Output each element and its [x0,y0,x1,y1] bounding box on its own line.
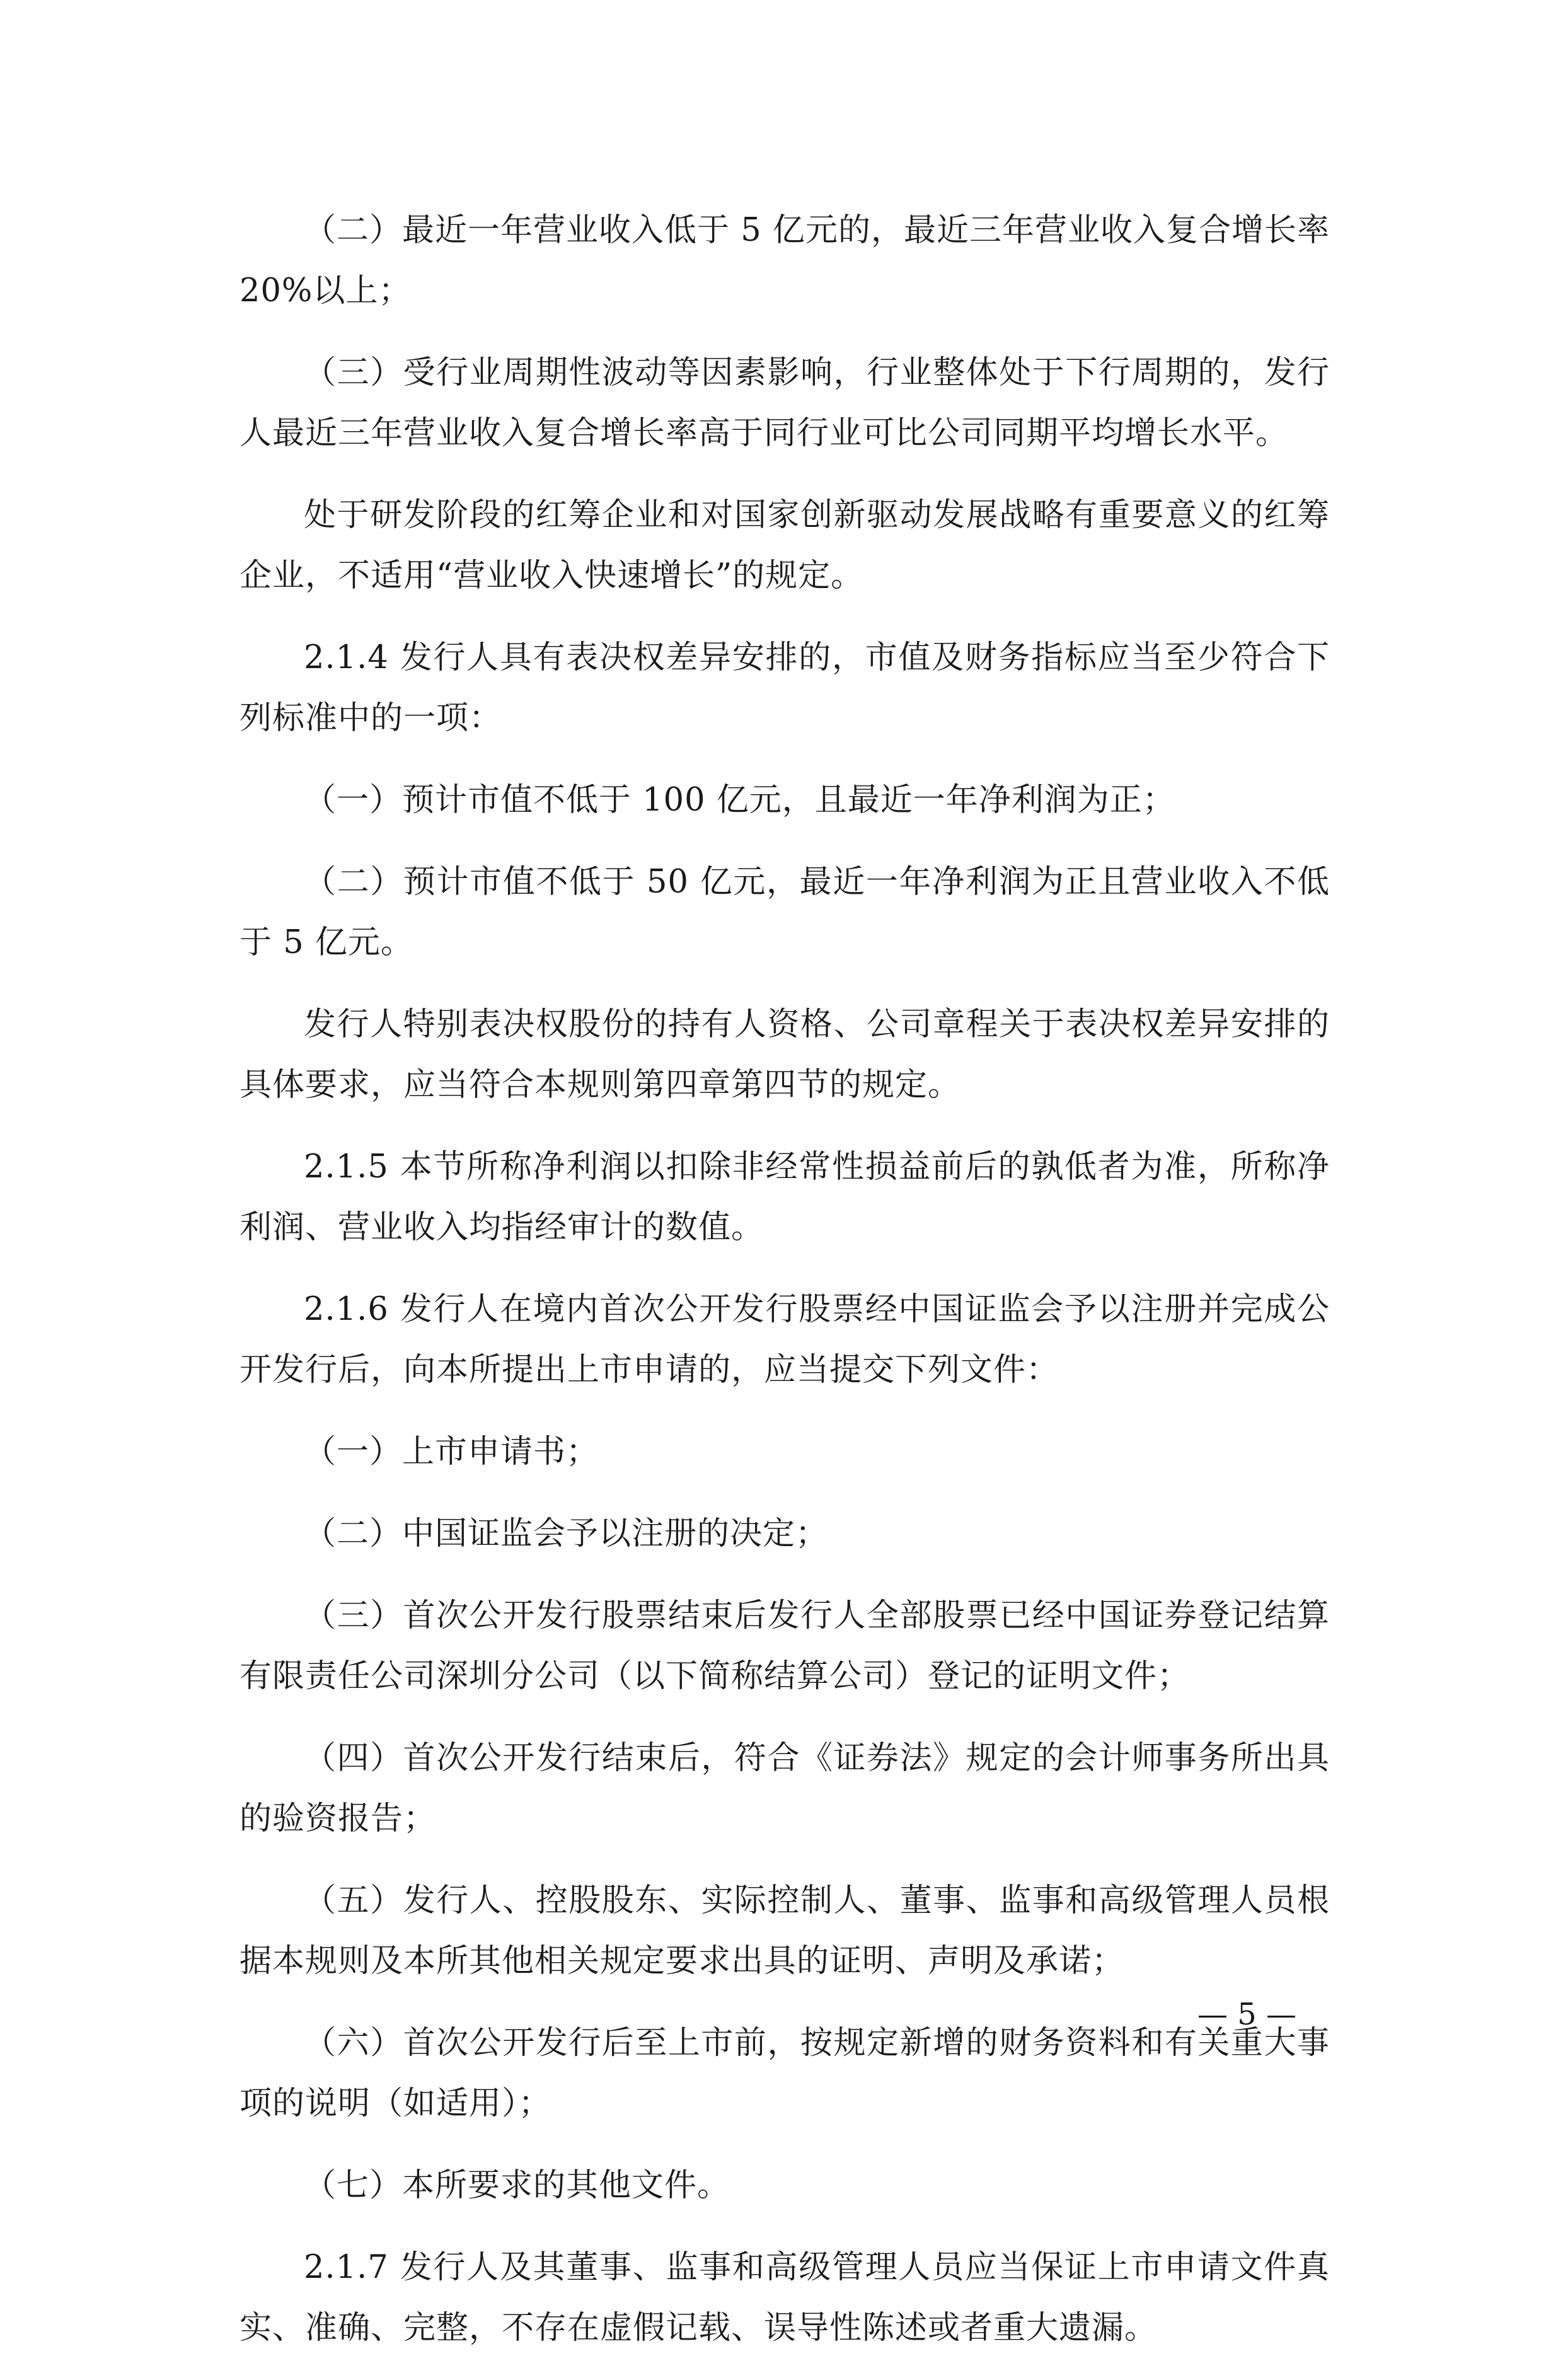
document-body [239,200,1330,2380]
paragraph: （一）预计市值不低于 100 亿元，且最近一年净利润为正； [304,782,1175,819]
paragraph: 2.1.4 发行人具有表决权差异安排的，市值及财务指标应当至少符合下列标准中的一项： [239,639,1330,737]
paragraph: （二）预计市值不低于 50 亿元，最近一年净利润为正且营业收入不低于 5 亿元。 [239,864,1330,961]
paragraph: （三）首次公开发行股票结束后发行人全部股票已经中国证券登记结算有限责任公司深圳分公司（以下简称结算公司）登记的证明文件； [239,1597,1330,1695]
paragraph: （一）上市申请书； [304,1433,599,1470]
paragraph: （五）发行人、控股股东、实际控制人、董事、监事和高级管理人员根据本规则及本所其他相关规定要求出具的证明、声明及承诺； [239,1882,1330,1980]
paragraph: （六）首次公开发行后至上市前，按规定新增的财务资料和有关重大事项的说明（如适用）； [239,2025,1330,2122]
paragraph: 2.1.7 发行人及其董事、监事和高级管理人员应当保证上市申请文件真实、准确、完整，不存在虚假记载、误导性陈述或者重大遗漏。 [239,2249,1330,2347]
paragraph: （七）本所要求的其他文件。 [304,2167,730,2204]
paragraph: 处于研发阶段的红筹企业和对国家创新驱动发展战略有重要意义的红筹企业，不适用“营业收入快速增长”的规定。 [239,497,1330,594]
paragraph: 2.1.6 发行人在境内首次公开发行股票经中国证监会予以注册并完成公开发行后，向本所提出上市申请的，应当提交下列文件： [239,1291,1330,1389]
paragraph: 发行人特别表决权股份的持有人资格、公司章程关于表决权差异安排的具体要求，应当符合本规则第四章第四节的规定。 [239,1006,1330,1104]
paragraph: （二）中国证监会予以注册的决定； [304,1515,829,1552]
paragraph: （二）最近一年营业收入低于 5 亿元的，最近三年营业收入复合增长率 20%以上； [239,212,1330,309]
paragraph: （三）受行业周期性波动等因素影响，行业整体处于下行周期的，发行人最近三年营业收入复合增长率高于同行业可比公司同期平均增长水平。 [239,354,1330,452]
page-number: — 5 — [1197,1997,1297,2032]
paragraph: （四）首次公开发行结束后，符合《证券法》规定的会计师事务所出具的验资报告； [239,1740,1330,1837]
paragraph: 2.1.5 本节所称净利润以扣除非经常性损益前后的孰低者为准，所称净利润、营业收入均指经审计的数值。 [239,1148,1330,1246]
